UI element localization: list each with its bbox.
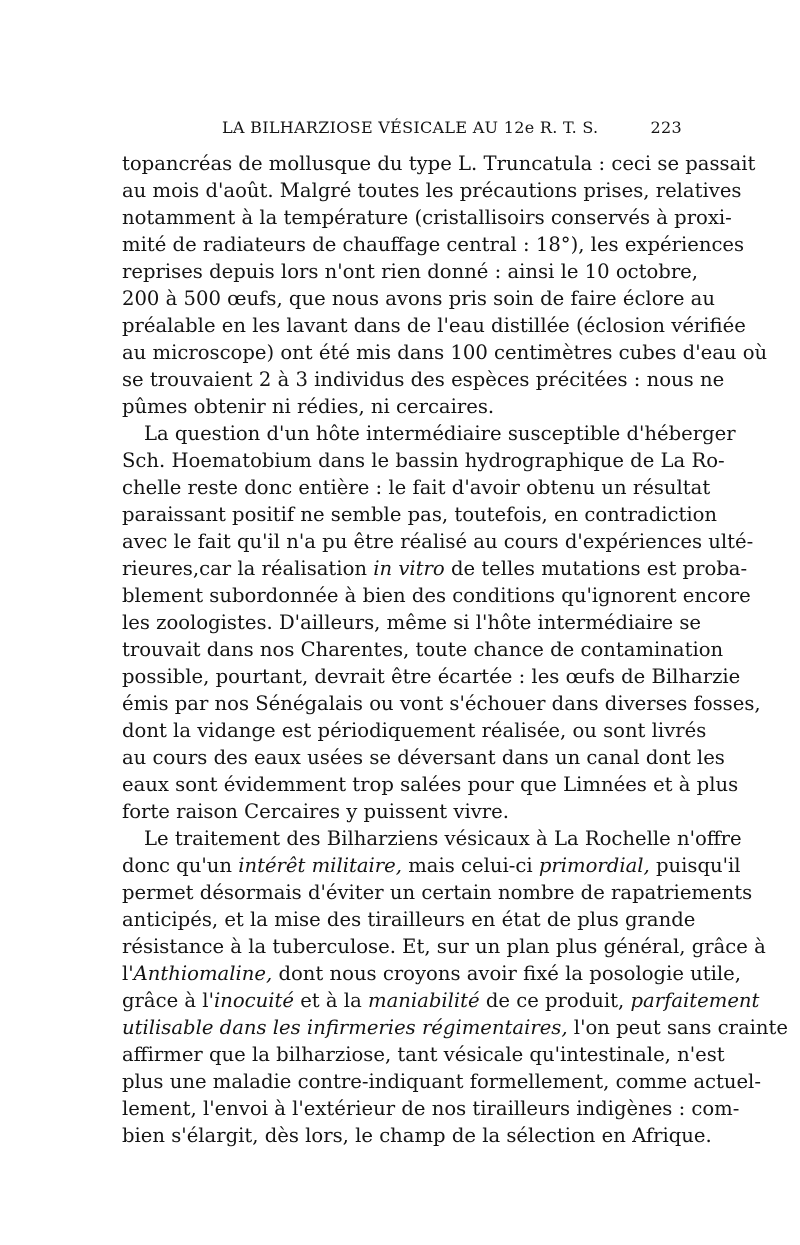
italic-text: intérêt militaire, xyxy=(238,854,402,877)
text-segment: préalable en les lavant dans de l'eau distillée (éclosion vérifiée xyxy=(122,314,746,337)
text-line xyxy=(122,393,682,420)
text-segment: mité de radiateurs de chauffage central : 18°), les expériences xyxy=(122,233,745,256)
running-head xyxy=(122,118,682,142)
text-segment: forte raison Cercaires y puissent vivre. xyxy=(122,800,509,823)
text-line xyxy=(122,825,742,852)
text-line xyxy=(122,258,699,285)
text-segment: permet désormais d'éviter un certain nombre de rapatriements xyxy=(122,881,753,904)
text-line xyxy=(122,1041,725,1068)
italic-text: maniabilité xyxy=(367,989,480,1012)
text-line xyxy=(122,150,756,177)
text-segment: blement subordonnée à bien des conditions qu'ignorent encore xyxy=(122,584,751,607)
italic-text: utilisable dans les infirmeries régimentaires, xyxy=(122,1016,568,1039)
text-segment: Le traitement des Bilharziens vésicaux à La Rochelle n'offre xyxy=(144,827,742,850)
text-segment: et à la xyxy=(293,989,368,1012)
text-line xyxy=(122,177,742,204)
text-segment: au microscope) ont été mis dans 100 centimètres cubes d'eau où xyxy=(122,341,768,364)
text-segment: résistance à la tuberculose. Et, sur un plan plus général, grâce à xyxy=(122,935,766,958)
text-line xyxy=(122,528,754,555)
text-line xyxy=(122,366,725,393)
text-segment: dont la vidange est périodiquement réalisée, ou sont livrés xyxy=(122,719,707,742)
text-line xyxy=(122,879,753,906)
running-title: LA BILHARZIOSE VÉSICALE AU 12e R. T. S. xyxy=(222,118,599,137)
text-line xyxy=(122,501,718,528)
text-segment: l'on peut sans crainte xyxy=(567,1016,788,1039)
italic-text: parfaitement xyxy=(630,989,760,1012)
text-line xyxy=(122,987,760,1014)
text-line xyxy=(122,906,696,933)
text-segment: puisqu'il xyxy=(649,854,741,877)
text-segment: l' xyxy=(122,962,134,985)
text-segment: bien s'élargit, dès lors, le champ de la sélection en Afrique. xyxy=(122,1124,712,1147)
italic-text: Anthiomaline, xyxy=(133,962,273,985)
text-segment: lement, l'envoi à l'extérieur de nos tirailleurs indigènes : com- xyxy=(122,1097,740,1120)
text-segment: au cours des eaux usées se déversant dans un canal dont les xyxy=(122,746,725,769)
text-line xyxy=(122,636,724,663)
text-line xyxy=(122,420,736,447)
text-segment: rieures,car la réalisation xyxy=(122,557,374,580)
text-line xyxy=(122,960,742,987)
text-segment: reprises depuis lors n'ont rien donné : ainsi le 10 octobre, xyxy=(122,260,699,283)
text-line xyxy=(122,1014,788,1041)
text-line xyxy=(122,1122,712,1149)
text-segment: possible, pourtant, devrait être écartée : les œufs de Bilharzie xyxy=(122,665,741,688)
text-segment: topancréas de mollusque du type L. Truncatula : ceci se passait xyxy=(122,152,756,175)
text-segment: affirmer que la bilharziose, tant vésicale qu'intestinale, n'est xyxy=(122,1043,725,1066)
text-segment: grâce à l' xyxy=(122,989,214,1012)
text-line xyxy=(122,933,766,960)
italic-text: in vitro xyxy=(373,557,445,580)
text-line xyxy=(122,447,725,474)
text-segment: avec le fait qu'il n'a pu être réalisé au cours d'expériences ulté- xyxy=(122,530,754,553)
text-line xyxy=(122,312,746,339)
text-line xyxy=(122,474,711,501)
text-line xyxy=(122,744,725,771)
text-segment: eaux sont évidemment trop salées pour que Limnées et à plus xyxy=(122,773,739,796)
text-segment: émis par nos Sénégalais ou vont s'échouer dans diverses fosses, xyxy=(122,692,761,715)
text-line xyxy=(122,231,745,258)
text-line xyxy=(122,717,707,744)
text-line xyxy=(122,663,741,690)
text-line xyxy=(122,1068,761,1095)
text-segment: dont nous croyons avoir fixé la posologie utile, xyxy=(272,962,742,985)
text-line xyxy=(122,339,768,366)
text-segment: chelle reste donc entière : le fait d'avoir obtenu un résultat xyxy=(122,476,711,499)
text-segment: 200 à 500 œufs, que nous avons pris soin de faire éclore au xyxy=(122,287,715,310)
text-segment: anticipés, et la mise des tirailleurs en état de plus grande xyxy=(122,908,696,931)
text-segment: trouvait dans nos Charentes, toute chance de contamination xyxy=(122,638,724,661)
body-text xyxy=(122,150,788,1149)
text-line xyxy=(122,771,739,798)
italic-text: primordial, xyxy=(538,854,650,877)
page-number: 223 xyxy=(650,118,682,137)
text-line xyxy=(122,609,702,636)
text-segment: paraissant positif ne semble pas, toutefois, en contradiction xyxy=(122,503,718,526)
text-segment: de telles mutations est proba- xyxy=(444,557,748,580)
text-line xyxy=(122,582,751,609)
text-segment: La question d'un hôte intermédiaire susceptible d'héberger xyxy=(144,422,736,445)
text-segment: notamment à la température (cristallisoirs conservés à proxi- xyxy=(122,206,732,229)
text-line xyxy=(122,1095,740,1122)
text-segment: de ce produit, xyxy=(479,989,631,1012)
text-line xyxy=(122,798,682,825)
text-line xyxy=(122,285,715,312)
text-line xyxy=(122,204,732,231)
text-line xyxy=(122,690,761,717)
text-segment: mais celui-ci xyxy=(402,854,539,877)
text-segment: les zoologistes. D'ailleurs, même si l'hôte intermédiaire se xyxy=(122,611,702,634)
text-segment: pûmes obtenir ni rédies, ni cercaires. xyxy=(122,395,495,418)
text-segment: donc qu'un xyxy=(122,854,239,877)
text-line xyxy=(122,555,748,582)
italic-text: inocuité xyxy=(213,989,294,1012)
text-segment: au mois d'août. Malgré toutes les précautions prises, relatives xyxy=(122,179,742,202)
text-segment: se trouvaient 2 à 3 individus des espèces précitées : nous ne xyxy=(122,368,725,391)
text-segment: Sch. Hoematobium dans le bassin hydrographique de La Ro- xyxy=(122,449,725,472)
text-segment: plus une maladie contre-indiquant formellement, comme actuel- xyxy=(122,1070,761,1093)
text-line xyxy=(122,852,741,879)
